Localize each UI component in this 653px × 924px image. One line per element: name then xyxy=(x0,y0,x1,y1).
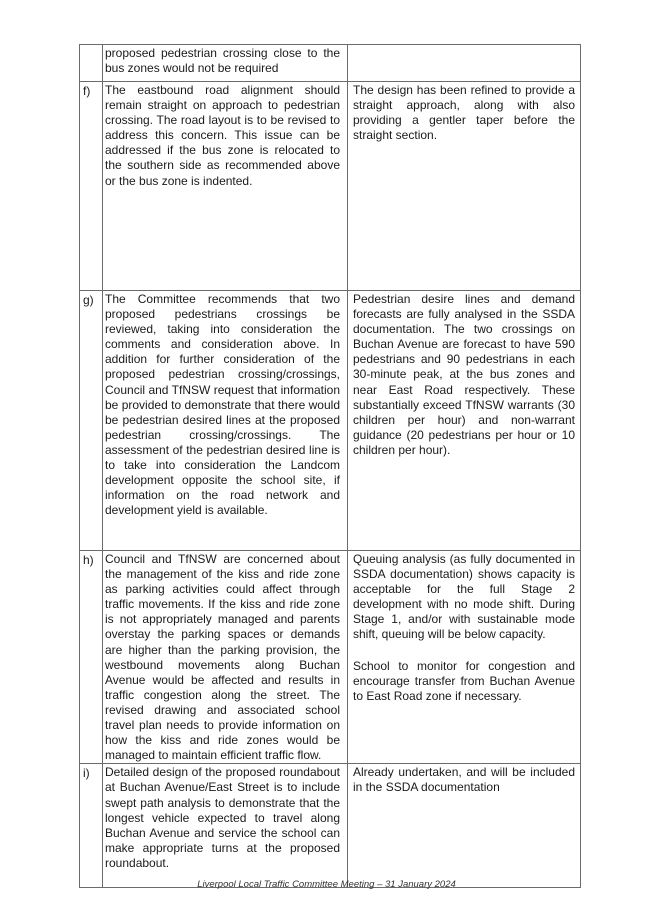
row-letter: f) xyxy=(80,82,103,291)
table-row xyxy=(80,551,581,764)
committee-comment-cell xyxy=(103,551,348,764)
committee-comment-cell xyxy=(103,764,348,888)
response-paragraph: School to monitor for congestion and encourage transfer from Buchan Avenue to East Road zone if necessary. xyxy=(353,658,575,703)
row-letter: h) xyxy=(80,551,103,764)
table-row xyxy=(80,45,581,82)
response-cell xyxy=(348,291,581,551)
response-cell xyxy=(348,764,581,888)
response-paragraph: The design has been refined to provide a straight approach, along with also providing a gentler taper before the straight section. xyxy=(353,83,575,143)
row-letter xyxy=(80,45,103,82)
table-row xyxy=(80,82,581,291)
response-cell xyxy=(348,82,581,291)
row-letter: g) xyxy=(80,291,103,551)
table-row xyxy=(80,764,581,888)
committee-comment: The eastbound road alignment should remain straight on approach to pedestrian crossing. The road layout is to be revised to address this concern. This issue can be addressed if the bus zone is relocated to the southern side as recommended above or the bus zone is indented. xyxy=(105,83,340,188)
committee-comment: Council and TfNSW are concerned about the management of the kiss and ride zone as parking activities could affect through traffic movements. If the kiss and ride zone is not appropriately managed and parents overstay the parking spaces or demands are higher than the parking provision, the westbound movements along Buchan Avenue would be affected and results in traffic congestion along the street. The revised drawing and associated school travel plan needs to provide information on how the kiss and ride zones would be managed to maintain efficient traffic flow. xyxy=(105,552,340,763)
committee-comment: proposed pedestrian crossing close to the bus zones would not be required xyxy=(105,46,340,76)
committee-comment-cell xyxy=(103,291,348,551)
committee-comment: Detailed design of the proposed roundabout at Buchan Avenue/East Street is to include swept path analysis to demonstrate that the longest vehicle expected to travel along Buchan Avenue and service the school can make appropriate turns at the proposed roundabout. xyxy=(105,765,340,870)
committee-comment-cell xyxy=(103,45,348,82)
response-paragraph: Queuing analysis (as fully documented in SSDA documentation) shows capacity is acceptable for the full Stage 2 development with no mode shift. During Stage 1, and/or with sustainable mode shift, queuing will be below capacity. xyxy=(353,552,575,642)
committee-comment: The Committee recommends that two proposed pedestrians crossings be reviewed, taking into consideration the comments and consideration above. In addition for further consideration of the proposed pedestrian crossing/crossings, Council and TfNSW request that information be provided to demonstrate that there would be pedestrian desired lines at the proposed pedestrian crossing/crossings. The assessment of the pedestrian desired line is to take into consideration the Landcom development opposite the school site, if information on the road network and development yield is available. xyxy=(105,292,340,518)
table-row xyxy=(80,291,581,551)
page-footer: Liverpool Local Traffic Committee Meeting – 31 January 2024 xyxy=(197,879,456,890)
response-cell xyxy=(348,551,581,764)
response-cell xyxy=(348,45,581,82)
response-paragraph: Already undertaken, and will be included in the SSDA documentation xyxy=(353,765,575,795)
response-paragraph: Pedestrian desire lines and demand forecasts are fully analysed in the SSDA documentation. The two crossings on Buchan Avenue are forecast to have 590 pedestrians and 90 pedestrians in each 30-minute peak, at the bus zones and near East Road respectively. These substantially exceed TfNSW warrants (30 children per hour) and non-warrant guidance (20 pedestrians per hour or 10 children per hour). xyxy=(353,292,575,457)
comments-table xyxy=(79,44,581,888)
committee-comment-cell xyxy=(103,82,348,291)
row-letter: i) xyxy=(80,764,103,888)
